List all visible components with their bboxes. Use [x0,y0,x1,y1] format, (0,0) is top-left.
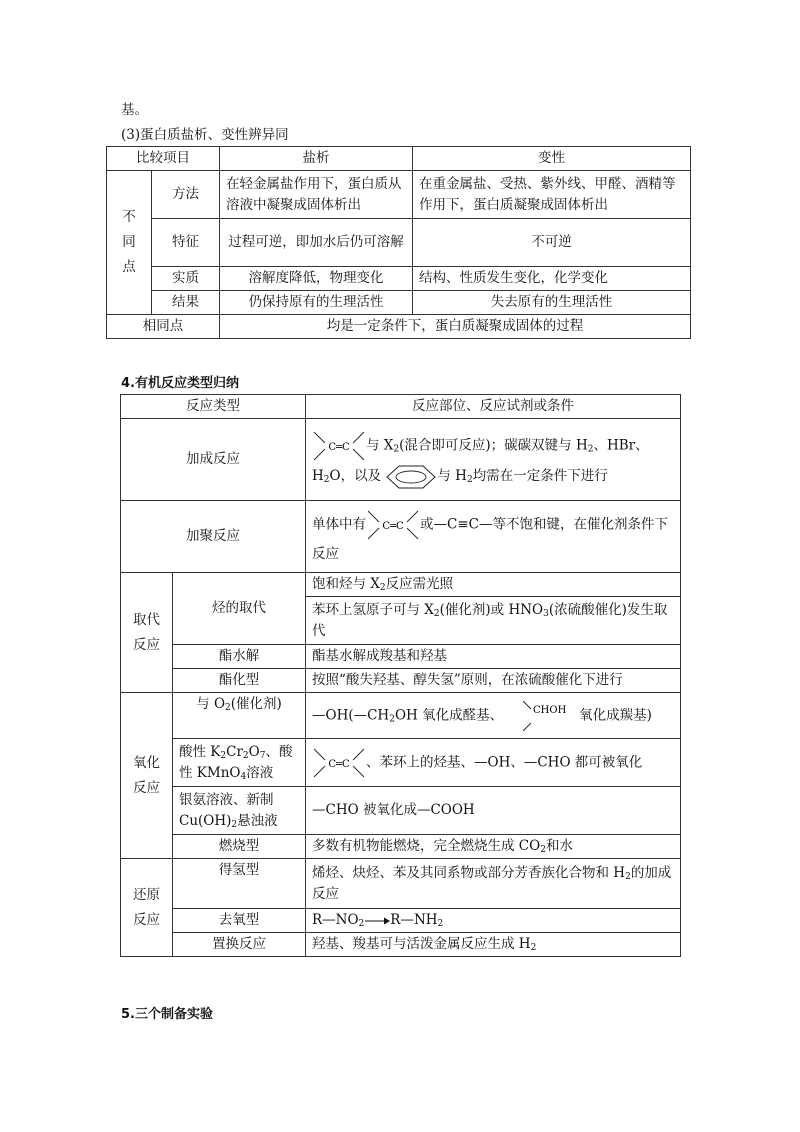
deoxy-label: 去氧型 [173,909,306,933]
kmno4-text: C═C 、苯环上的烃基、—OH、—CHO 都可被氧化 [306,739,681,787]
hydrocarbon-sub-line2: 苯环上氢原子可与 $X_2$(催化剂)或 $HNO_3$(浓硫酸催化)发生取代 [306,597,681,645]
section3-title: (3)蛋白质盐析、变性辨异同 [121,127,289,143]
row-label-method: 方法 [152,171,220,219]
cc-double-bond-icon [312,746,366,780]
text-fragment: 基。 [121,102,148,118]
header-salting: 盐析 [220,147,413,171]
row-label-feature: 特征 [152,219,220,267]
reaction-types-table [120,394,681,957]
denature-feature: 不可逆 [413,219,691,267]
esterification-label: 酯化型 [173,669,306,693]
hydrogenation-text: 烯烃、炔烃、苯及其同系物或部分芳香族化合物和 $H_2$的加成反应 [306,859,681,909]
cc-label: C═C [382,520,404,532]
group-reduction: 还原反应 [121,859,173,957]
benzene-ring-icon [385,464,437,490]
header-compare-item: 比较项目 [107,147,220,171]
row-label-result: 结果 [152,291,220,315]
denature-method: 在重金属盐、受热、紫外线、甲醛、酒精等作用下，蛋白质凝聚成固体析出 [413,171,691,219]
replace-label: 置换反应 [173,933,306,957]
ester-hydrolysis-label: 酯水解 [173,645,306,669]
addition-text: C═C 与 $X_2$(混合即可反应)；碳碳双键与 $H_2$、HBr、 $H_2O$，以及 与 $H_2$均需在一定条件下进行 [306,419,681,501]
cc-label: C═C [328,758,350,770]
esterification-text: 按照“酸失羟基、醇失氢”原则，在浓硫酸催化下进行 [306,669,681,693]
protein-comparison-table [106,146,691,339]
group-substitution: 取代反应 [121,573,173,693]
deoxy-text: $R—NO_2$ $R—NH_2$ [306,909,681,933]
addpoly-label: 加聚反应 [121,501,306,573]
choh-label: CHOH [533,704,567,716]
section5-title: 5.三个制备实验 [121,1007,213,1022]
salting-result: 仍保持原有的生理活性 [220,291,413,315]
header-reaction-type: 反应类型 [121,395,306,419]
cc-label: C═C [328,442,350,454]
cc-double-bond-icon [312,429,366,463]
kmno4-label: 酸性 $K_2Cr_2O_7$、酸性 KMnO$_4$溶液 [173,739,306,787]
choh-structure-icon [503,698,579,734]
arrow-right-icon [364,916,390,926]
addpoly-text: 单体中有 C═C 或—C≡C—等不饱和键，在催化剂条件下反应 [306,501,681,573]
denature-essence: 结构、性质发生变化，化学变化 [413,267,691,291]
group-oxidation: 氧化反应 [121,693,173,859]
combustion-label: 燃烧型 [173,835,306,859]
cc-double-bond-icon [366,508,420,542]
salting-method: 在轻金属盐作用下，蛋白质从溶液中凝聚成固体析出 [220,171,413,219]
row-label-same: 相同点 [107,315,220,339]
replace-text: 羟基、羧基可与活泼金属反应生成 $H_2$ [306,933,681,957]
silver-label: 银氨溶液、新制 $Cu(OH)_2$悬浊液 [173,787,306,835]
hydrogenation-label: 得氢型 [173,859,306,909]
ester-hydrolysis-text: 酯基水解成羧基和羟基 [306,645,681,669]
row-label-essence: 实质 [152,267,220,291]
header-conditions: 反应部位、反应试剂或条件 [306,395,681,419]
header-denature: 变性 [413,147,691,171]
o2-text: $—OH(—CH_2OH$ 氧化成醛基、 CHOH 氧化成羰基) [306,693,681,739]
silver-text: —CHO 被氧化成—COOH [306,787,681,835]
combustion-text: 多数有机物能燃烧，完全燃烧生成 $CO_2$和水 [306,835,681,859]
denature-result: 失去原有的生理活性 [413,291,691,315]
same-text: 均是一定条件下，蛋白质凝聚成固体的过程 [220,315,691,339]
salting-feature: 过程可逆，即加水后仍可溶解 [220,219,413,267]
group-differences: 不同点 [107,171,152,315]
addition-label: 加成反应 [121,419,306,501]
section4-title: 4.有机反应类型归纳 [121,376,239,391]
hydrocarbon-sub-line1: 饱和烃与 $X_2$反应需光照 [306,573,681,597]
salting-essence: 溶解度降低，物理变化 [220,267,413,291]
hydrocarbon-sub-label: 烃的取代 [173,573,306,645]
o2-label: 与 $O_2$(催化剂) [173,693,306,739]
